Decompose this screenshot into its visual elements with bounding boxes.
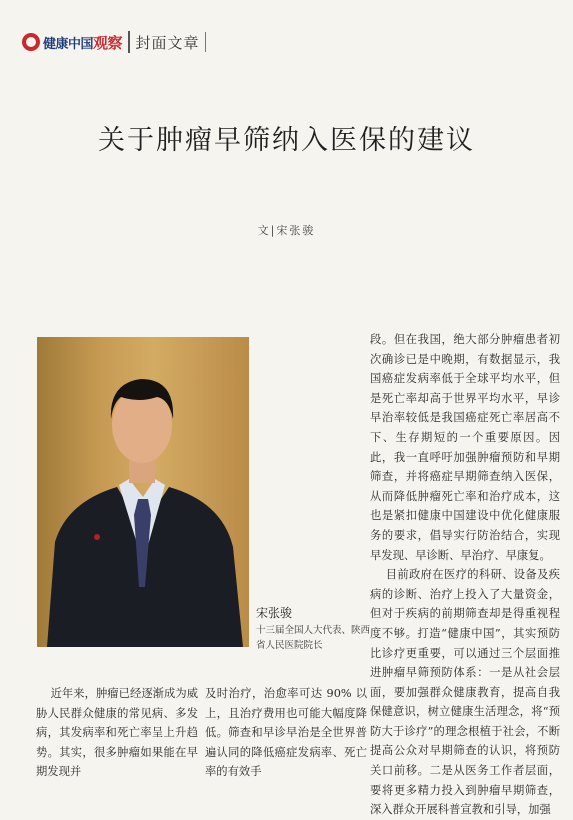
- article-byline: 文|宋张骏: [257, 224, 316, 237]
- section-name: 封面文章: [135, 33, 200, 52]
- body-column-bottom-middle: 及时治疗，治愈率可达 90% 以上，且治疗费用也可能大幅度降低。筛查和早诊早治是全世界普遍认同的降低癌症发病率、死亡率的有效手: [205, 687, 367, 779]
- magazine-header: [22, 30, 206, 54]
- portrait-illustration: [37, 337, 249, 647]
- header-divider-end: [205, 32, 206, 52]
- header-divider: [128, 31, 130, 53]
- body-column-right: 段。但在我国，绝大部分肿瘤患者初次确诊已是中晚期，有数据显示，我国癌症发病率低于全球平均水平，但是死亡率却高于世界平均水平，早诊早治率较低是我国癌症死亡率居高不下、生存期短的一个重要原因。因此，我一直呼吁加强肿瘤预防和早期筛查，并将癌症早期筛查纳入医保，从而降低肿瘤死亡率和治疗成本，这也是紧扣健康中国建设中优化健康服务的要求，倡导实行防治结合，实现早发现、早诊断、早治疗、早康复。 目前政府在医疗的科研、设备及疾病的诊断、治疗上投入了大量资金，但对于疾病的前期筛查却是得重视程度不够。打造“健康中国”，其实预防比诊疗更重要，可以通过三个层面推进肿瘤早筛预防体系：一是从社会层面，要加强群众健康教育，提高自我保健意识，树立健康生活理念，将“预防大于诊疗”的理念根植于社会，不断提高公众对早期筛查的认识，将预防关口前移。二是从医务工作者层面，要将更多精力投入到肿瘤早期筛查，深入群众开展科普宣教和引导，加强: [370, 333, 560, 817]
- magazine-logo: [43, 32, 122, 53]
- author-photo: [37, 337, 249, 647]
- caption-role: 十三届全国人大代表、陕西省人民医院院长: [256, 625, 371, 651]
- article-title: 关于肿瘤早筛纳入医保的建议: [98, 125, 475, 156]
- photo-caption: [256, 604, 374, 653]
- body-column-bottom-left: 近年来，肿瘤已经逐渐成为威胁人民群众健康的常见病、多发病，其发病率和死亡率呈上升趋势。其实，很多肿瘤如果能在早期发现并: [36, 687, 198, 779]
- caption-name: 宋张骏: [256, 606, 293, 620]
- logo-text-accent: 观察: [93, 33, 123, 52]
- logo-text-main: 健康中国: [43, 36, 94, 52]
- magazine-logo-icon: [22, 33, 40, 51]
